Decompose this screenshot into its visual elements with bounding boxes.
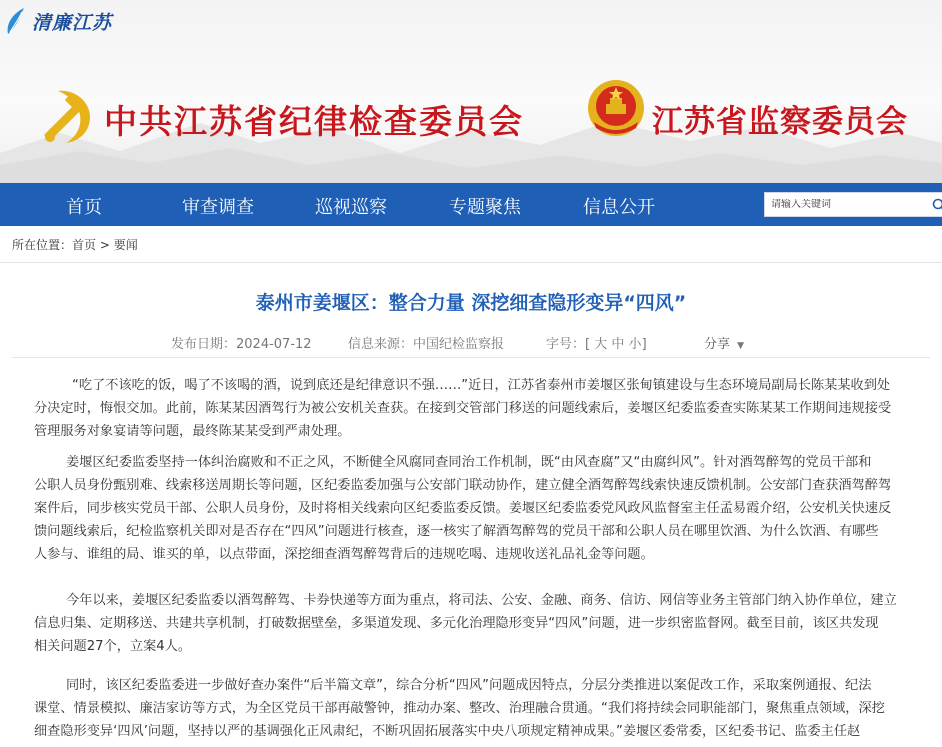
paragraph-line: 案件后，同步核实党员干部、公职人员身份，及时将相关线索向区纪委监委反馈。姜堰区纪委监委党风政风监督室主任孟易霞介绍，公安机关快速反 <box>34 501 892 516</box>
article-paragraph <box>34 589 926 658</box>
paragraph-line: 同时，该区纪委监委进一步做好查办案件“后半篇文章”，综合分析“四风”问题成因特点，分层分类推进以案促改工作，采取案例通报、纪法 <box>66 678 872 693</box>
nav-item-investigation[interactable]: 审查调查 <box>182 197 254 218</box>
article-source: 信息来源：中国纪检监察报 <box>348 337 505 352</box>
publish-date: 发布日期：2024-07-12 <box>171 337 312 352</box>
search-box <box>764 192 942 217</box>
logo-text: 清廉江苏 <box>32 11 113 34</box>
font-size-small-button[interactable]: 小 <box>628 337 642 352</box>
paragraph-line: 分决定时，悔恨交加。此前，陈某某因酒驾行为被公安机关查获。在接到交管部门移送的问题线索后，姜堰区纪委监委查实陈某某工作期间违规接受 <box>34 401 892 416</box>
logo-leaf-icon <box>4 6 28 36</box>
paragraph-line: 细查隐形变异‘四风’问题，坚持以严的基调强化正风肃纪，不断巩固拓展落实中央八项规定精神成果。”姜堰区委常委，区纪委书记、监委主任赵 <box>34 724 861 739</box>
font-size-label: 字号： <box>546 337 586 352</box>
search-icon[interactable] <box>932 198 942 212</box>
paragraph-line: 管理服务对象宴请等问题，最终陈某某受到严肃处理。 <box>34 424 351 439</box>
paragraph-line: 课堂、情景模拟、廉洁家访等方式，为全区党员干部再敲警钟，推动办案、整改、治理融合贯通。“我们将持续会同职能部门，聚焦重点领域，深挖 <box>34 701 885 716</box>
party-emblem-icon <box>36 85 98 147</box>
breadcrumb-prefix: 所在位置： <box>12 238 73 252</box>
breadcrumb-separator: > <box>99 238 110 252</box>
paragraph-line: 信息归集、定期移送、共建共享机制，打破数据壁垒，多渠道发现、多元化治理隐形变异“四风”问题，进一步织密监督网。截至目前，该区共发现 <box>34 616 879 631</box>
article-paragraph <box>34 451 926 566</box>
nav-item-inspection[interactable]: 巡视巡察 <box>315 197 387 218</box>
national-emblem-icon <box>586 78 646 138</box>
divider <box>12 357 930 358</box>
font-size-medium-button[interactable]: 中 <box>611 337 625 352</box>
share-button[interactable] <box>704 333 744 352</box>
paragraph-line: 相关问题27个，立案4人。 <box>34 639 192 654</box>
paragraph-line: 公职人员身份甄别难、线索移送周期长等问题，区纪委监委加强与公安部门联动协作，建立健全酒驾醉驾线索快速反馈机制。公安部门查获酒驾醉驾 <box>34 478 892 493</box>
article-title: 泰州市姜堰区：整合力量 深挖细查隐形变异“四风” <box>255 292 687 314</box>
caret-down-icon: ▼ <box>737 341 745 351</box>
nav-item-topics[interactable]: 专题聚焦 <box>449 197 521 218</box>
breadcrumb-current-link[interactable]: 要闻 <box>113 238 138 252</box>
search-input[interactable] <box>765 199 930 210</box>
site-header <box>0 0 942 183</box>
org-title-right: 江苏省监察委员会 <box>652 104 908 140</box>
divider <box>0 262 942 263</box>
breadcrumb-home-link[interactable]: 首页 <box>72 238 97 252</box>
nav-item-home[interactable]: 首页 <box>66 197 102 218</box>
paragraph-line: 今年以来，姜堰区纪委监委以酒驾醉驾、卡券快递等方面为重点，将司法、公安、金融、商务、信访、网信等业务主管部门纳入协作单位，建立 <box>66 593 897 608</box>
paragraph-line: 人参与、谁组的局、谁买的单，以点带面，深挖细查酒驾醉驾背后的违规吃喝、违规收送礼品礼金等问题。 <box>34 547 654 562</box>
paragraph-line: 馈问题线索后，纪检监察机关即对是否存在“四风”问题进行核查，逐一核实了解酒驾醉驾的党员干部和公职人员在哪里饮酒、为什么饮酒、有哪些 <box>34 524 879 539</box>
site-logo[interactable] <box>4 6 112 36</box>
article-paragraph <box>34 374 926 443</box>
paragraph-line: “吃了不该吃的饭，喝了不该喝的酒，说到底还是纪律意识不强……”近日，江苏省泰州市姜堰区张甸镇建设与生态环境局副局长陈某某收到处 <box>72 378 891 393</box>
article-paragraph <box>34 674 926 743</box>
font-size-large-button[interactable]: 大 <box>594 337 608 352</box>
font-size-control: 字号：[ 大 中 小] <box>546 337 647 352</box>
breadcrumb <box>12 236 138 253</box>
paragraph-line: 姜堰区纪委监委坚持一体纠治腐败和不正之风，不断健全风腐同查同治工作机制，既“由风查腐”又“由腐纠风”。针对酒驾醉驾的党员干部和 <box>66 455 872 470</box>
nav-item-disclosure[interactable]: 信息公开 <box>583 197 655 218</box>
org-title-left: 中共江苏省纪律检查委员会 <box>104 102 524 141</box>
share-label: 分享 <box>704 337 731 352</box>
